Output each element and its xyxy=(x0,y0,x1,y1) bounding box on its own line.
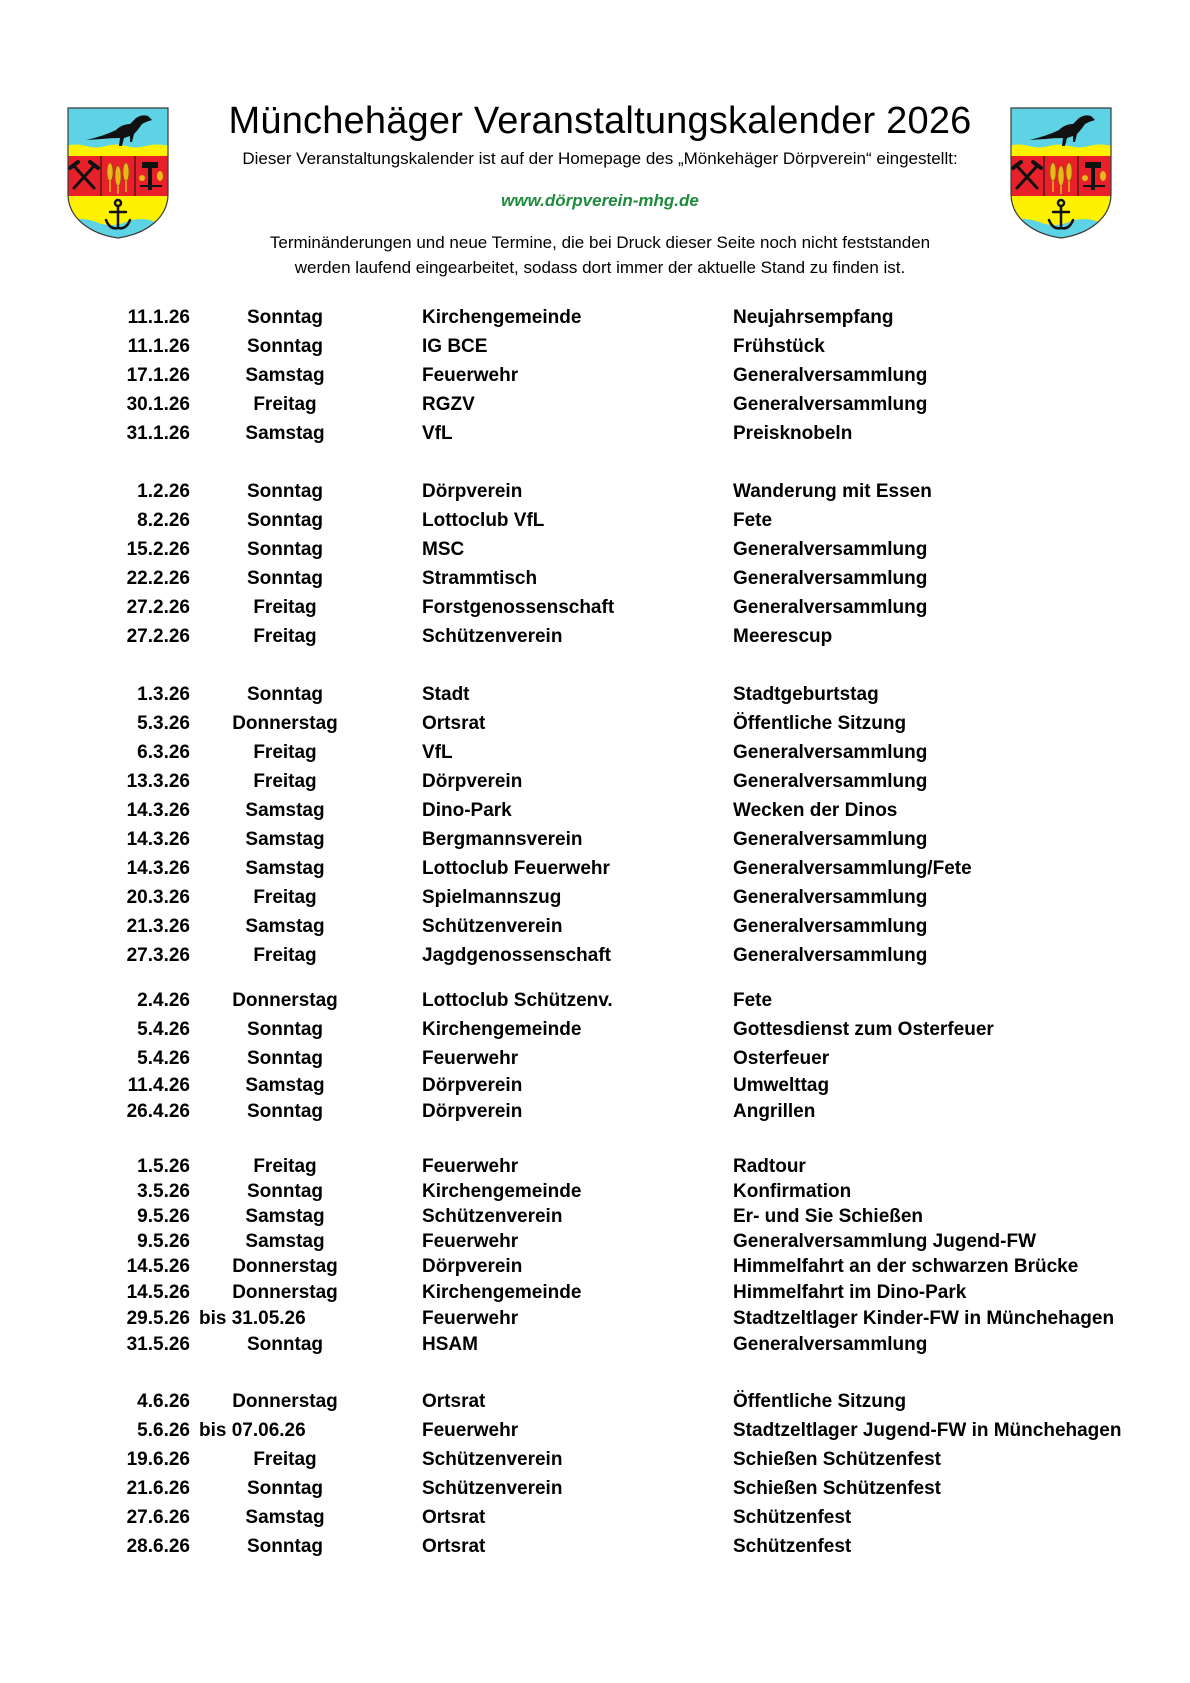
page-title: Münchehäger Veranstaltungskalender 2026 xyxy=(228,100,972,142)
event-organizer: Dörpverein xyxy=(422,771,523,792)
event-organizer: HSAM xyxy=(422,1334,478,1355)
event-organizer: Dörpverein xyxy=(422,1075,523,1096)
event-weekday: Donnerstag xyxy=(232,990,338,1011)
event-row xyxy=(0,1416,1190,1445)
event-row xyxy=(0,854,1190,883)
event-organizer: Feuerwehr xyxy=(422,1048,519,1069)
event-row xyxy=(0,1204,1190,1229)
event-title: Generalversammlung xyxy=(733,539,928,560)
event-organizer: Stadt xyxy=(422,684,470,705)
event-weekday: Sonntag xyxy=(247,1181,323,1202)
event-organizer: Feuerwehr xyxy=(422,1156,519,1177)
event-weekday: Sonntag xyxy=(247,481,323,502)
event-date: 1.5.26 xyxy=(137,1156,190,1177)
event-title: Preisknobeln xyxy=(733,423,853,444)
event-organizer: Kirchengemeinde xyxy=(422,1019,582,1040)
event-title: Generalversammlung xyxy=(733,365,928,386)
event-row xyxy=(0,477,1190,506)
event-organizer: Schützenverein xyxy=(422,1449,563,1470)
event-date: 1.2.26 xyxy=(137,481,190,502)
event-organizer: Schützenverein xyxy=(422,626,563,647)
event-date: 27.3.26 xyxy=(126,945,190,966)
event-date: 14.5.26 xyxy=(126,1256,190,1277)
event-title: Generalversammlung xyxy=(733,568,928,589)
event-row xyxy=(0,419,1190,448)
event-row xyxy=(0,1532,1190,1561)
event-organizer: Kirchengemeinde xyxy=(422,1181,582,1202)
event-weekday: Sonntag xyxy=(247,307,323,328)
event-organizer: VfL xyxy=(422,742,453,763)
event-row xyxy=(0,1099,1190,1125)
homepage-link[interactable]: www.dörpverein-mhg.de xyxy=(501,191,699,210)
month-group xyxy=(0,1387,1190,1561)
event-date: 11.4.26 xyxy=(127,1075,190,1096)
event-row xyxy=(0,1503,1190,1532)
event-date: 11.1.26 xyxy=(127,307,190,328)
event-weekday: Sonntag xyxy=(247,1019,323,1040)
event-date: 28.6.26 xyxy=(126,1536,190,1557)
event-title: Schießen Schützenfest xyxy=(733,1449,941,1470)
event-weekday: Sonntag xyxy=(247,568,323,589)
event-title: Generalversammlung xyxy=(733,394,928,415)
month-group xyxy=(0,303,1190,448)
event-date: 22.2.26 xyxy=(126,568,190,589)
event-weekday: Sonntag xyxy=(247,1478,323,1499)
event-date: 27.2.26 xyxy=(126,626,190,647)
event-weekday: Donnerstag xyxy=(232,1282,338,1303)
event-weekday: Samstag xyxy=(245,829,325,850)
event-weekday: Samstag xyxy=(245,1206,325,1227)
event-date: 14.3.26 xyxy=(126,829,190,850)
event-weekday: Donnerstag xyxy=(232,1256,338,1277)
event-title: Gottesdienst zum Osterfeuer xyxy=(733,1019,994,1040)
event-weekday: Freitag xyxy=(253,394,317,415)
event-weekday: Samstag xyxy=(245,1231,325,1252)
event-date: 5.4.26 xyxy=(137,1048,190,1069)
event-organizer: Lottoclub Feuerwehr xyxy=(422,858,610,879)
event-date: 30.1.26 xyxy=(126,394,190,415)
event-row xyxy=(0,1073,1190,1099)
event-organizer: Schützenverein xyxy=(422,916,563,937)
event-organizer: Bergmannsverein xyxy=(422,829,583,850)
event-title: Frühstück xyxy=(733,336,825,357)
event-row xyxy=(0,1015,1190,1044)
event-title: Generalversammlung xyxy=(733,829,928,850)
event-title: Himmelfahrt im Dino-Park xyxy=(733,1282,967,1303)
event-date: 3.5.26 xyxy=(137,1181,190,1202)
event-date: 29.5.26 xyxy=(126,1308,190,1329)
event-weekday: Freitag xyxy=(253,1449,317,1470)
event-title: Wecken der Dinos xyxy=(733,800,898,821)
event-weekday: Freitag xyxy=(253,742,317,763)
event-organizer: Feuerwehr xyxy=(422,1420,519,1441)
event-organizer: Kirchengemeinde xyxy=(422,1282,582,1303)
event-weekday: Sonntag xyxy=(247,684,323,705)
event-row xyxy=(0,593,1190,622)
event-date: 21.6.26 xyxy=(126,1478,190,1499)
event-date: 26.4.26 xyxy=(126,1101,190,1122)
month-separator xyxy=(0,1358,1190,1387)
event-row xyxy=(0,303,1190,332)
month-group xyxy=(0,986,1190,1125)
event-title: Fete xyxy=(733,510,773,531)
event-title: Generalversammlung xyxy=(733,945,928,966)
event-title: Neujahrsempfang xyxy=(733,307,894,328)
event-title: Schützenfest xyxy=(733,1507,852,1528)
event-title: Radtour xyxy=(733,1156,806,1177)
event-weekday: Samstag xyxy=(245,423,325,444)
event-title: Öffentliche Sitzung xyxy=(733,713,907,734)
event-date: 1.3.26 xyxy=(137,684,190,705)
event-organizer: Strammtisch xyxy=(422,568,538,589)
page-header xyxy=(200,96,1000,280)
event-date: 14.5.26 xyxy=(126,1282,190,1303)
event-row xyxy=(0,1387,1190,1416)
event-date: 21.3.26 xyxy=(126,916,190,937)
event-date: 8.2.26 xyxy=(137,510,190,531)
event-title: Öffentliche Sitzung xyxy=(733,1391,907,1412)
event-title: Er- und Sie Schießen xyxy=(733,1206,924,1227)
event-weekday: Freitag xyxy=(253,1156,317,1177)
event-organizer: Dörpverein xyxy=(422,1101,523,1122)
event-date: 31.5.26 xyxy=(126,1334,190,1355)
event-organizer: Kirchengemeinde xyxy=(422,307,582,328)
event-organizer: Dino-Park xyxy=(422,800,512,821)
event-title: Umwelttag xyxy=(733,1075,830,1096)
event-weekday: Samstag xyxy=(245,858,325,879)
event-date: 2.4.26 xyxy=(137,990,190,1011)
event-date: 4.6.26 xyxy=(137,1391,190,1412)
event-row xyxy=(0,796,1190,825)
event-organizer: VfL xyxy=(422,423,453,444)
event-weekday: Samstag xyxy=(245,800,325,821)
event-title: Generalversammlung/Fete xyxy=(733,858,972,879)
event-organizer: MSC xyxy=(422,539,465,560)
event-row xyxy=(0,1474,1190,1503)
month-group xyxy=(0,477,1190,651)
event-date: 5.3.26 xyxy=(137,713,190,734)
event-organizer: Lottoclub Schützenv. xyxy=(422,990,613,1011)
event-row xyxy=(0,738,1190,767)
event-weekday: Freitag xyxy=(253,626,317,647)
event-weekday: Samstag xyxy=(245,1075,325,1096)
event-title: Generalversammlung xyxy=(733,1334,928,1355)
event-organizer: Forstgenossenschaft xyxy=(422,597,615,618)
event-date: 19.6.26 xyxy=(126,1449,190,1470)
month-separator xyxy=(0,651,1190,680)
event-date: 11.1.26 xyxy=(127,336,190,357)
event-title: Generalversammlung xyxy=(733,742,928,763)
event-title: Stadtzeltlager Kinder-FW in Münchehagen xyxy=(733,1308,1115,1329)
event-weekday: Freitag xyxy=(253,771,317,792)
event-title: Stadtzeltlager Jugend-FW in Münchehagen xyxy=(733,1420,1122,1441)
month-group xyxy=(0,680,1190,970)
event-organizer: Dörpverein xyxy=(422,481,523,502)
month-group xyxy=(0,1154,1190,1358)
event-date: 9.5.26 xyxy=(137,1231,190,1252)
event-title: Konfirmation xyxy=(733,1181,852,1202)
coat-of-arms-icon xyxy=(1009,106,1113,240)
event-row xyxy=(0,390,1190,419)
event-row xyxy=(0,883,1190,912)
event-weekday: Samstag xyxy=(245,365,325,386)
event-title: Generalversammlung xyxy=(733,771,928,792)
event-organizer: Jagdgenossenschaft xyxy=(422,945,611,966)
event-date: 15.2.26 xyxy=(126,539,190,560)
event-date: 6.3.26 xyxy=(137,742,190,763)
event-title: Generalversammlung xyxy=(733,916,928,937)
event-organizer: Feuerwehr xyxy=(422,1308,519,1329)
event-date: 5.6.26 xyxy=(137,1420,190,1441)
event-title: Schützenfest xyxy=(733,1536,852,1557)
event-organizer: Ortsrat xyxy=(422,1536,486,1557)
event-date: 27.6.26 xyxy=(126,1507,190,1528)
event-organizer: Lottoclub VfL xyxy=(422,510,545,531)
update-notice-line-1: Terminänderungen und neue Termine, die bei Druck dieser Seite noch nicht feststanden xyxy=(269,233,931,252)
event-row xyxy=(0,1154,1190,1179)
event-weekday: Freitag xyxy=(253,945,317,966)
event-row xyxy=(0,564,1190,593)
event-title: Wanderung mit Essen xyxy=(733,481,932,502)
event-title: Generalversammlung Jugend-FW xyxy=(733,1231,1037,1252)
event-weekday: Sonntag xyxy=(247,539,323,560)
event-weekday: Sonntag xyxy=(247,1048,323,1069)
month-separator xyxy=(0,1125,1190,1154)
event-organizer: RGZV xyxy=(422,394,475,415)
event-row xyxy=(0,1280,1190,1306)
event-weekday: Sonntag xyxy=(247,336,323,357)
event-row xyxy=(0,1179,1190,1204)
event-row xyxy=(0,535,1190,564)
event-date: 9.5.26 xyxy=(137,1206,190,1227)
event-weekday: Freitag xyxy=(253,597,317,618)
event-organizer: Feuerwehr xyxy=(422,1231,519,1252)
event-row xyxy=(0,680,1190,709)
event-date: 13.3.26 xyxy=(126,771,190,792)
event-organizer: Ortsrat xyxy=(422,1507,486,1528)
event-row xyxy=(0,622,1190,651)
event-row xyxy=(0,825,1190,854)
event-organizer: Schützenverein xyxy=(422,1206,563,1227)
event-row xyxy=(0,1044,1190,1073)
event-title: Stadtgeburtstag xyxy=(733,684,879,705)
event-date: 5.4.26 xyxy=(137,1019,190,1040)
event-row xyxy=(0,506,1190,535)
event-organizer: Dörpverein xyxy=(422,1256,523,1277)
event-date: 31.1.26 xyxy=(126,423,190,444)
event-title: Himmelfahrt an der schwarzen Brücke xyxy=(733,1256,1079,1277)
event-organizer: Ortsrat xyxy=(422,713,486,734)
event-date: 14.3.26 xyxy=(126,858,190,879)
event-organizer: Feuerwehr xyxy=(422,365,519,386)
event-organizer: Ortsrat xyxy=(422,1391,486,1412)
coat-of-arms-right xyxy=(1009,106,1113,240)
update-notice-line-2: werden laufend eingearbeitet, sodass dort immer der aktuelle Stand zu finden ist. xyxy=(294,258,906,277)
event-date-range: bis 31.05.26 xyxy=(199,1308,306,1329)
event-date: 27.2.26 xyxy=(126,597,190,618)
event-weekday: Sonntag xyxy=(247,1536,323,1557)
coat-of-arms-left xyxy=(66,106,170,240)
homepage-notice: Dieser Veranstaltungskalender ist auf der Homepage des „Mönkehäger Dörpverein“ eingestellt: xyxy=(242,149,958,168)
event-row xyxy=(0,767,1190,796)
event-row xyxy=(0,912,1190,941)
event-row xyxy=(0,1229,1190,1254)
event-row xyxy=(0,1306,1190,1332)
event-row xyxy=(0,1445,1190,1474)
event-weekday: Sonntag xyxy=(247,1101,323,1122)
event-weekday: Donnerstag xyxy=(232,713,338,734)
event-organizer: Spielmannszug xyxy=(422,887,562,908)
event-weekday: Donnerstag xyxy=(232,1391,338,1412)
event-row xyxy=(0,986,1190,1015)
event-date: 17.1.26 xyxy=(126,365,190,386)
month-separator xyxy=(0,970,1190,986)
event-organizer: IG BCE xyxy=(422,336,488,357)
event-row xyxy=(0,361,1190,390)
event-weekday: Sonntag xyxy=(247,510,323,531)
event-list xyxy=(0,303,1190,1561)
event-weekday: Samstag xyxy=(245,916,325,937)
event-title: Osterfeuer xyxy=(733,1048,830,1069)
event-title: Meerescup xyxy=(733,626,833,647)
event-title: Generalversammlung xyxy=(733,597,928,618)
event-date: 20.3.26 xyxy=(126,887,190,908)
event-row xyxy=(0,709,1190,738)
event-date: 14.3.26 xyxy=(126,800,190,821)
event-weekday: Freitag xyxy=(253,887,317,908)
event-row xyxy=(0,332,1190,361)
event-row xyxy=(0,1254,1190,1280)
event-title: Schießen Schützenfest xyxy=(733,1478,941,1499)
event-row xyxy=(0,941,1190,970)
coat-of-arms-icon xyxy=(66,106,170,240)
event-title: Generalversammlung xyxy=(733,887,928,908)
event-title: Angrillen xyxy=(733,1101,816,1122)
event-title: Fete xyxy=(733,990,773,1011)
event-date-range: bis 07.06.26 xyxy=(199,1420,306,1441)
event-organizer: Schützenverein xyxy=(422,1478,563,1499)
event-weekday: Samstag xyxy=(245,1507,325,1528)
event-weekday: Sonntag xyxy=(247,1334,323,1355)
event-row xyxy=(0,1332,1190,1358)
month-separator xyxy=(0,448,1190,477)
